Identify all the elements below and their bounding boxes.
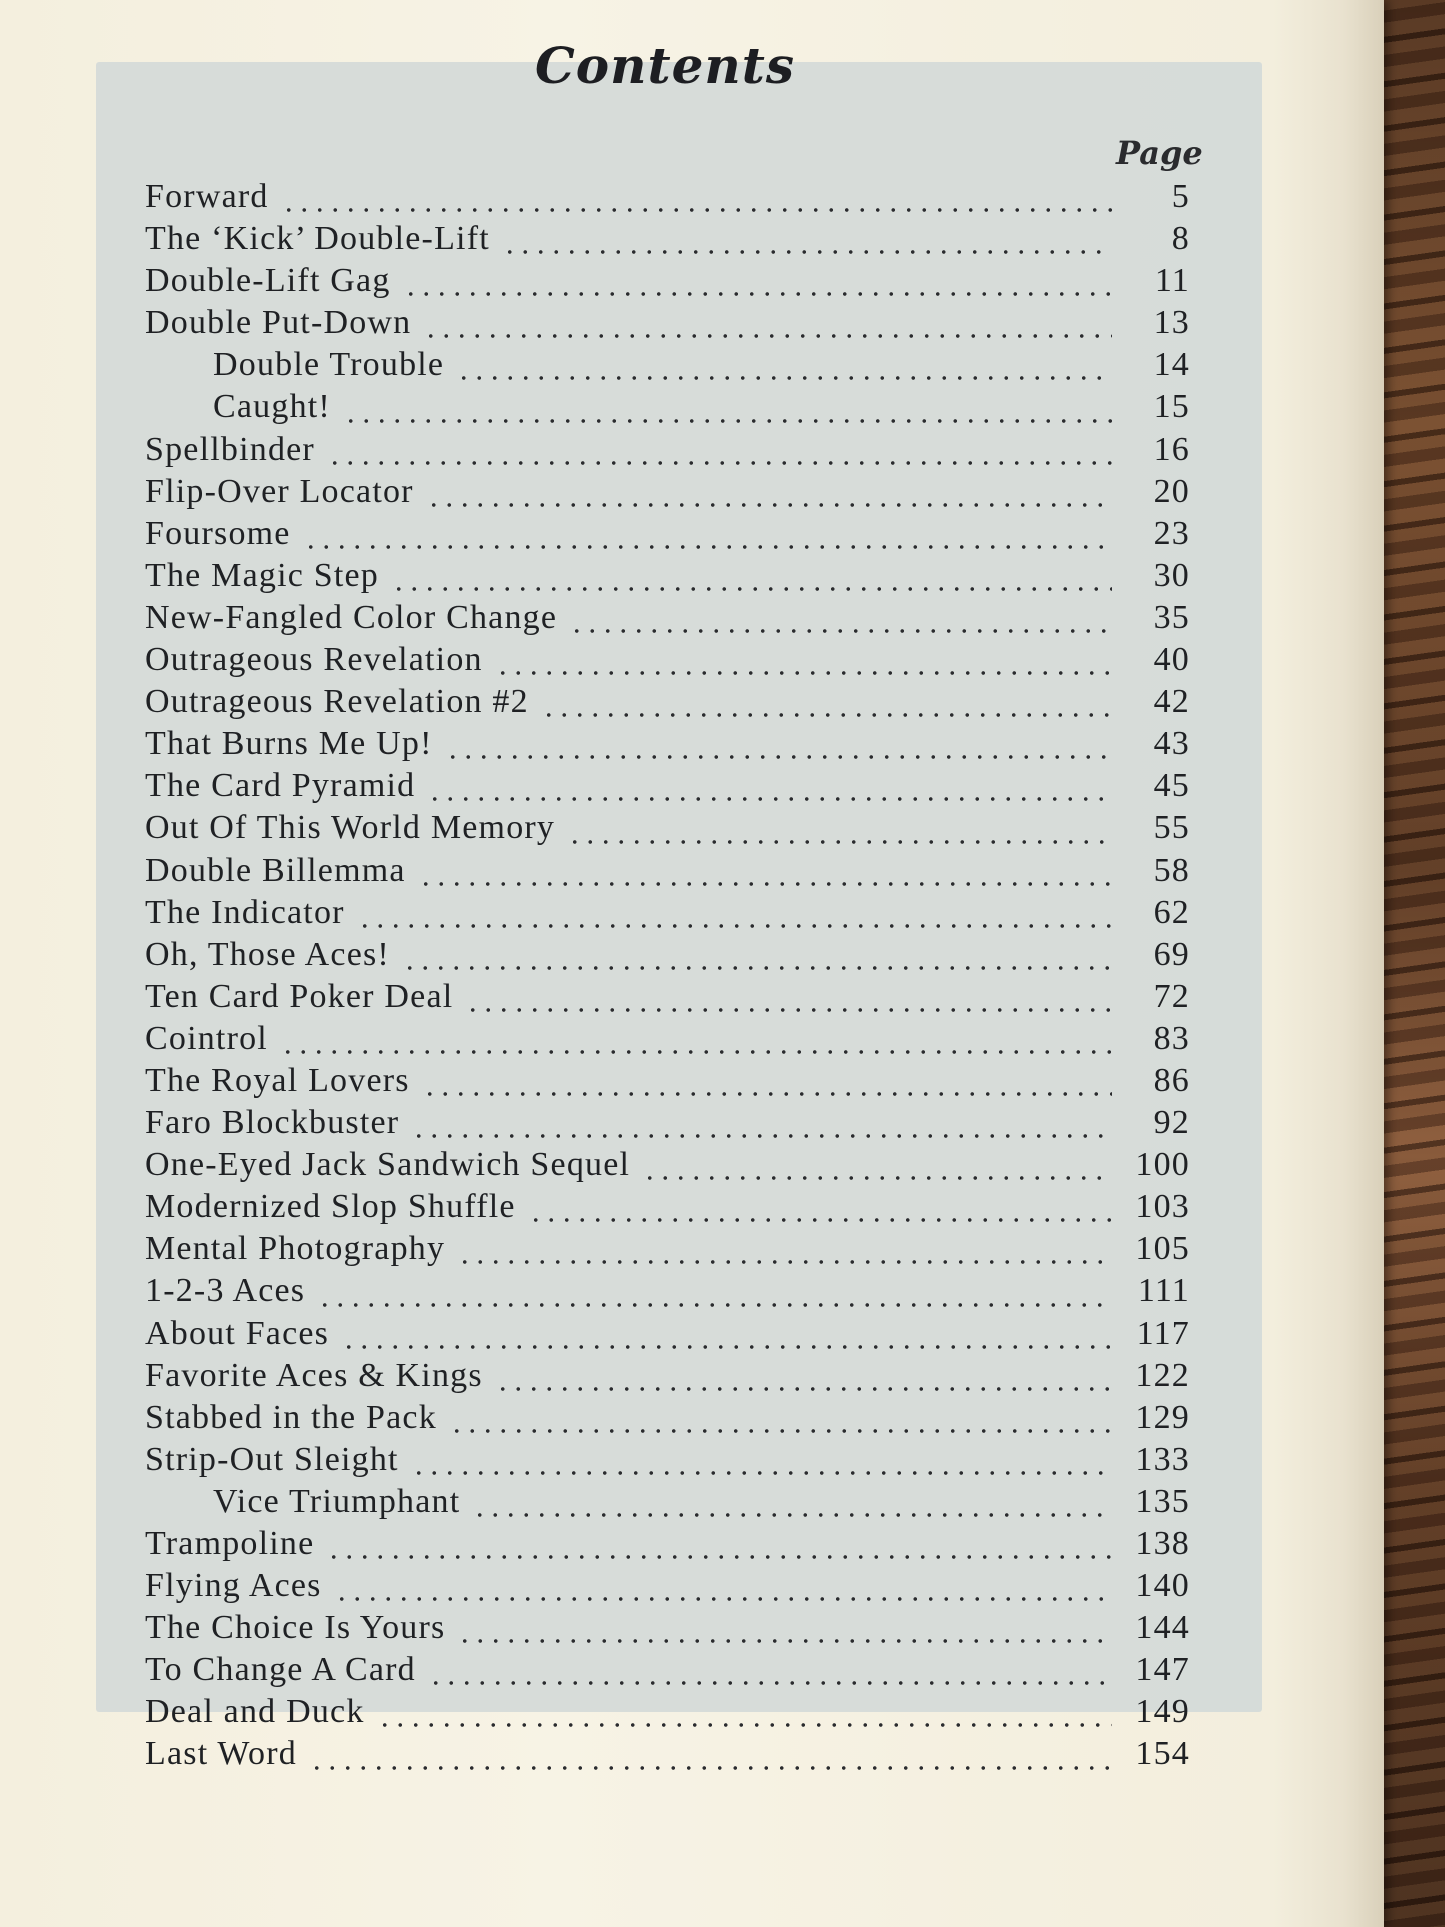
page-title: Contents [534,36,795,95]
toc-entry-page-number: 5 [1171,178,1190,215]
toc-entry [145,1020,1190,1062]
toc-entry-title: Faro Blockbuster [145,1104,400,1142]
toc-entry-page-number: 138 [1135,1525,1190,1562]
toc-entry-title: Vice Triumphant [213,1482,461,1520]
toc-entry [145,1441,1190,1483]
dot-leader [472,1485,1112,1519]
toc-entry-title: Trampoline [145,1525,315,1562]
toc-entry-page-number: 103 [1135,1188,1190,1226]
toc-entry-title: Outrageous Revelation #2 [145,683,529,721]
dot-leader [309,1738,1112,1772]
toc-entry [145,557,1190,599]
toc-entry-page-number: 147 [1135,1651,1190,1689]
toc-entry-page-number: 144 [1135,1609,1190,1647]
toc-entry-page-number: 14 [1153,346,1190,384]
toc-entry-page-number: 62 [1153,893,1190,931]
toc-entry-page-number: 117 [1136,1314,1190,1352]
toc-entry [145,767,1190,809]
toc-entry [145,1272,1190,1314]
toc-entry-title: Double Billemma [145,851,406,889]
toc-entry-title: The ‘Kick’ Double-Lift [145,220,490,258]
toc-entry-page-number: 20 [1153,472,1190,510]
toc-entry-title: Oh, Those Aces! [145,935,390,973]
toc-entry-page-number: 15 [1153,388,1190,426]
dot-leader [418,854,1112,888]
toc-entry [145,936,1190,978]
dot-leader [495,643,1112,677]
toc-entry [145,262,1190,304]
toc-entry-title: Double Put-Down [145,304,412,342]
toc-entry [145,1357,1190,1399]
toc-entry-title: Flying Aces [145,1567,322,1605]
toc-entry-title: Stabbed in the Pack [145,1398,437,1436]
dot-leader [334,1569,1112,1603]
toc-entry-page-number: 100 [1135,1146,1190,1184]
toc-entry-title: Last Word [145,1735,297,1773]
toc-entry-page-number: 45 [1153,767,1190,805]
dot-leader [428,1653,1112,1687]
toc-entry [145,1483,1190,1525]
dot-leader [528,1190,1112,1224]
dot-leader [280,1022,1112,1056]
dot-leader [445,727,1112,761]
dot-leader [403,264,1112,298]
toc-entry [145,1693,1190,1735]
toc-entry-page-number: 86 [1153,1061,1190,1099]
toc-entry-page-number: 105 [1135,1230,1190,1268]
toc-entry-page-number: 149 [1135,1693,1190,1731]
dot-leader [502,222,1112,256]
dot-leader [411,1443,1112,1477]
toc-entry [145,978,1190,1020]
toc-entry [145,304,1190,346]
toc-entry-page-number: 42 [1153,683,1190,721]
toc-entry-title: Out Of This World Memory [145,809,556,847]
toc-entry-page-number: 43 [1153,725,1190,763]
toc-entry-page-number: 129 [1135,1398,1190,1436]
toc-entry-page-number: 83 [1153,1019,1190,1057]
dot-leader [465,980,1112,1014]
page-column-header: Page [1116,134,1203,172]
toc-entry-title: Outrageous Revelation [145,641,483,679]
dot-leader [422,1064,1112,1098]
toc-entry [145,1567,1190,1609]
toc-entry-title: Strip-Out Sleight [145,1440,399,1478]
toc-entry-title: About Faces [145,1314,330,1352]
toc-entry-page-number: 154 [1135,1735,1190,1773]
dot-leader [303,517,1112,551]
toc-entry [145,852,1190,894]
toc-entry [145,683,1190,725]
toc-entry-title: Flip-Over Locator [145,472,414,510]
toc-entry [145,1230,1190,1272]
toc-entry-page-number: 72 [1153,977,1190,1015]
dot-leader [567,812,1112,846]
toc-entry [145,220,1190,262]
toc-entry [145,894,1190,936]
toc-entry [145,1525,1190,1567]
toc-entry [145,809,1190,851]
dot-leader [341,1317,1112,1351]
dot-leader [391,559,1112,593]
toc-entry [145,346,1190,388]
toc-entry [145,431,1190,473]
toc-entry-title: The Indicator [145,893,345,931]
toc-entry-title: That Burns Me Up! [145,725,433,763]
dot-leader [642,1148,1112,1182]
toc-entry-title: Forward [145,178,269,215]
toc-entry-page-number: 40 [1153,641,1190,679]
toc-entry-page-number: 69 [1153,935,1190,973]
toc-entry-title: Double-Lift Gag [145,262,391,300]
dot-leader [281,180,1112,214]
toc-entry-page-number: 30 [1153,556,1190,594]
toc-entry [145,473,1190,515]
toc-entry-title: Mental Photography [145,1230,446,1268]
toc-entry-title: Cointrol [145,1019,268,1057]
toc-entry-title: Double Trouble [213,346,445,384]
dot-leader [495,1359,1112,1393]
toc-entry [145,1735,1190,1777]
toc-entry-page-number: 16 [1153,430,1190,468]
toc-entry-title: One-Eyed Jack Sandwich Sequel [145,1146,631,1184]
toc-entry [145,1146,1190,1188]
dot-leader [449,1401,1112,1435]
toc-entry [145,178,1190,220]
toc-entry-page-number: 122 [1135,1356,1190,1394]
toc-entry [145,388,1190,430]
dot-leader [377,1695,1112,1729]
toc-entry-title: The Card Pyramid [145,767,416,805]
dot-leader [457,1232,1112,1266]
dot-leader [427,769,1112,803]
toc-entry-page-number: 92 [1153,1104,1190,1142]
toc-entry-title: 1-2-3 Aces [145,1272,306,1310]
toc-entry [145,1651,1190,1693]
toc-entry-title: The Choice Is Yours [145,1609,446,1647]
dot-leader [426,475,1112,509]
dot-leader [327,433,1112,467]
dot-leader [569,601,1112,635]
toc-entry-title: Caught! [213,388,331,426]
toc-entry [145,1315,1190,1357]
dot-leader [457,1611,1112,1645]
toc-entry-page-number: 13 [1153,304,1190,342]
toc-entry [145,1609,1190,1651]
dot-leader [456,348,1112,382]
dot-leader [317,1275,1112,1309]
toc-entry [145,599,1190,641]
toc-entry-page-number: 8 [1171,220,1190,258]
toc-entry [145,1104,1190,1146]
toc-entry [145,1188,1190,1230]
dot-leader [343,391,1112,425]
toc-entry [145,641,1190,683]
toc-entry [145,1062,1190,1104]
toc-entry-page-number: 111 [1137,1272,1190,1310]
toc-entry-page-number: 23 [1153,514,1190,552]
toc-entry [145,1399,1190,1441]
dot-leader [402,938,1112,972]
toc-entry-title: The Magic Step [145,556,379,594]
toc-entry-title: New-Fangled Color Change [145,598,558,636]
toc-entry-title: Deal and Duck [145,1693,365,1731]
toc-entry-page-number: 55 [1153,809,1190,847]
dot-leader [326,1527,1112,1561]
toc-entry-title: Ten Card Poker Deal [145,977,454,1015]
toc-entry-title: To Change A Card [145,1651,416,1689]
table-of-contents [145,178,1190,1778]
toc-entry-page-number: 11 [1154,262,1190,300]
dot-leader [541,685,1112,719]
dot-leader [423,306,1112,340]
toc-entry-title: Modernized Slop Shuffle [145,1188,516,1226]
dot-leader [411,1106,1112,1140]
toc-entry-title: Foursome [145,514,291,552]
toc-entry [145,725,1190,767]
toc-entry-page-number: 135 [1135,1482,1190,1520]
toc-entry-title: Spellbinder [145,430,315,468]
toc-entry-page-number: 35 [1153,598,1190,636]
toc-entry-page-number: 140 [1135,1567,1190,1605]
toc-entry [145,515,1190,557]
toc-entry-page-number: 133 [1135,1440,1190,1478]
toc-entry-title: The Royal Lovers [145,1061,410,1099]
toc-entry-page-number: 58 [1153,851,1190,889]
dot-leader [357,896,1112,930]
toc-entry-title: Favorite Aces & Kings [145,1356,483,1394]
